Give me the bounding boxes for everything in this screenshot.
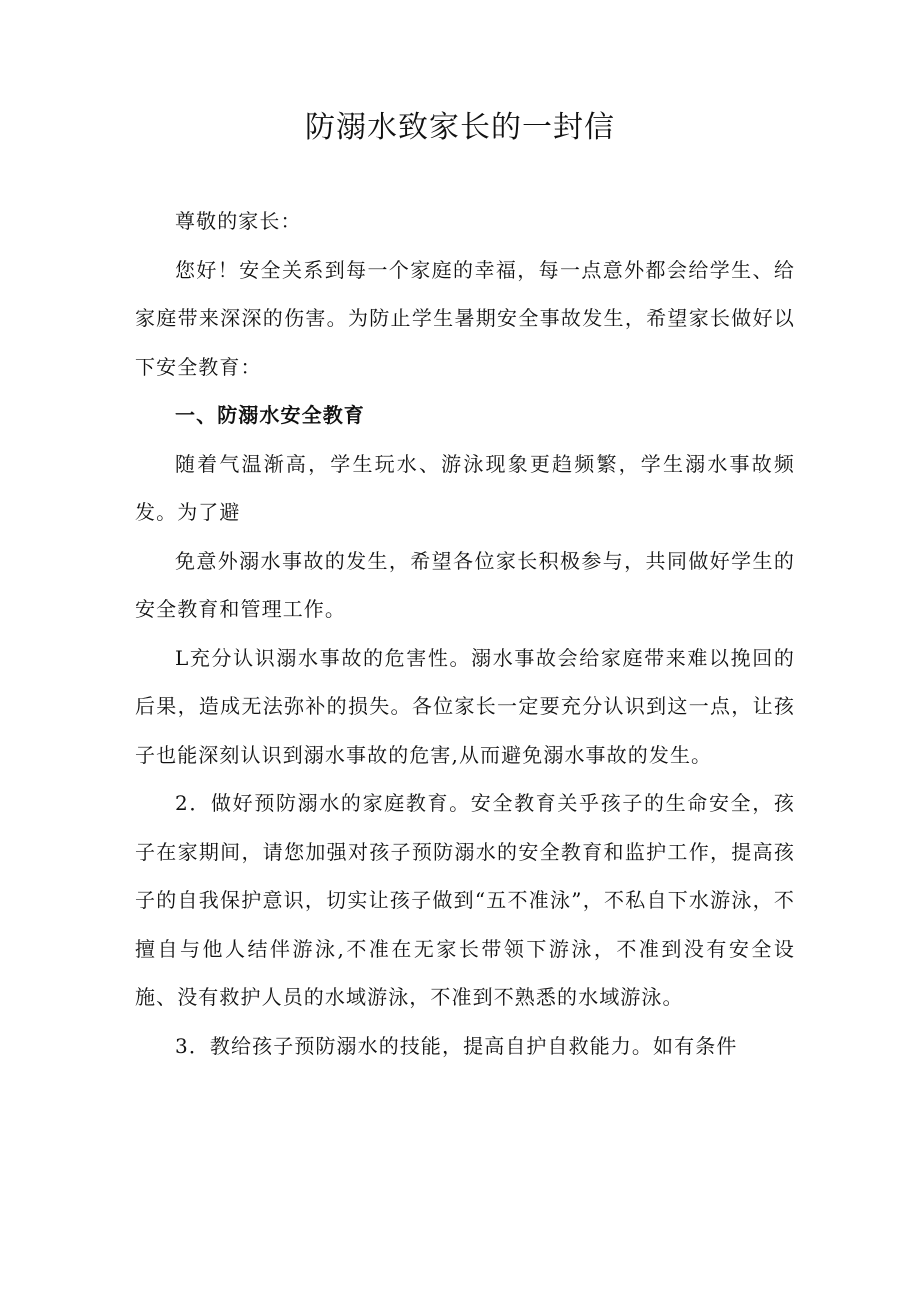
paragraph-item-2: 2．做好预防溺水的家庭教育。安全教育关乎孩子的生命安全，孩子在家期间，请您加强对孩子预防溺水的安全教育和监护工作，提高孩子的自我保护意识，切实让孩子做到“五不准泳”，不私自下水游泳，不擅自与他人结伴游泳,不准在无家长带领下游泳，不准到没有安全设施、没有救护人员的水域游泳，不准到不熟悉的水域游泳。 [135,791,795,1009]
section-heading: 一、防溺水安全教育 [175,403,365,427]
letter-body [135,197,795,1070]
paragraph-intro: 随着气温渐高，学生玩水、游泳现象更趋频繁，学生溺水事故频发。为了避 [135,451,795,524]
paragraph-item-3: 3．教给孩子预防溺水的技能，提高自护自救能力。如有条件 [175,1033,738,1058]
paragraph-item-1: L充分认识溺水事故的危害性。溺水事故会给家庭带来难以挽回的后果，造成无法弥补的损失。各位家长一定要充分认识到这一点，让孩子也能深刻认识到溺水事故的危害,从而避免溺水事故的发生。 [135,645,795,767]
salutation: 尊敬的家长： [175,209,302,233]
page-title: 防溺水致家长的一封信 [305,110,615,145]
paragraph-greeting: 您好！安全关系到每一个家庭的幸福，每一点意外都会给学生、给家庭带来深深的伤害。为防止学生暑期安全事故发生，希望家长做好以下安全教育： [135,257,795,379]
paragraph-intro-continued: 免意外溺水事故的发生，希望各位家长积极参与，共同做好学生的安全教育和管理工作。 [135,548,795,621]
